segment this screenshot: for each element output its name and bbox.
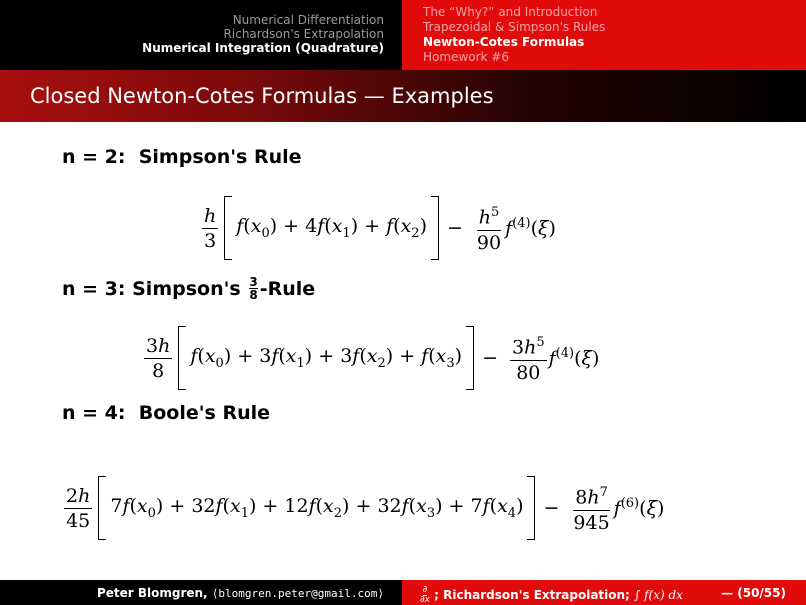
footer-topic: ∂ ∂x ; Richardson's Extrapolation; ∫ f(x) dx: [420, 585, 683, 605]
partial-derivative-icon: ∂ ∂x: [420, 585, 430, 605]
subsection-link-why[interactable]: The “Why?” and Introduction: [423, 5, 598, 19]
footer-nav-area: [402, 580, 806, 605]
formula-boole: $\frac{2h}{45}$ $7f(x_0) + 32f(x_1) + 12f(x_2) + 32f(x_3) + 7f(x_4)$ − $\frac{8h^7}{945}$ $f^{(6)}(\xi)$: [62, 476, 664, 540]
footer-author: Peter Blomgren, ⟨blomgren.peter@gmail.com⟩: [96, 586, 384, 600]
subsection-link-trapezoidal[interactable]: Trapezoidal & Simpson's Rules: [423, 20, 606, 34]
rule-n-label: n = 2: [62, 146, 118, 168]
formula-simpson: $\frac{h}{3}$ $f(x_0) + 4f(x_1) + f(x_2)$ − $\frac{h^5}{90}$ $f^{(4)}(\xi)$: [200, 196, 556, 260]
rule-name: Simpson's: [132, 277, 241, 300]
subsection-link-newton-cotes[interactable]: Newton-Cotes Formulas: [423, 35, 585, 49]
footer-email: ⟨blomgren.peter@gmail.com⟩: [211, 587, 384, 600]
footer-author-area: [0, 580, 402, 605]
footer-integral: ∫ f(x) dx: [634, 588, 683, 602]
rule-name: Boole's Rule: [138, 402, 271, 424]
rule-heading-simpson-38: n = 3 : Simpson's 3 8 -Rule: [62, 275, 316, 302]
rule-fraction: 3 8: [249, 275, 258, 302]
slide-title: Closed Newton-Cotes Formulas — Examples: [30, 84, 494, 108]
section-link-differentiation[interactable]: Numerical Differentiation: [232, 13, 384, 27]
subsection-nav: [402, 0, 806, 70]
rule-name: Simpson's Rule: [138, 146, 302, 168]
rule-heading-simpson: n = 2: Simpson's Rule: [62, 146, 302, 168]
title-bar: [0, 70, 806, 122]
rule-name-suffix: -Rule: [259, 277, 316, 300]
section-link-richardson[interactable]: Richardson's Extrapolation: [223, 27, 384, 41]
footer-bar: [0, 580, 806, 605]
formula-simpson-38: $\frac{3h}{8}$ $f(x_0) + 3f(x_1) + 3f(x_2) + f(x_3)$ − $\frac{3h^5}{80}$ $f^{(4)}(\xi)$: [142, 326, 599, 390]
rule-n-label: n = 4: [62, 402, 118, 424]
section-link-integration[interactable]: Numerical Integration (Quadrature): [142, 41, 384, 55]
section-nav: [0, 0, 402, 70]
page-number: — (50/55): [721, 586, 786, 600]
subsection-link-homework[interactable]: Homework #6: [423, 50, 509, 64]
header-bar: [0, 0, 806, 70]
rule-heading-boole: n = 4: Boole's Rule: [62, 402, 271, 424]
rule-n-label: n = 3: [62, 277, 118, 300]
